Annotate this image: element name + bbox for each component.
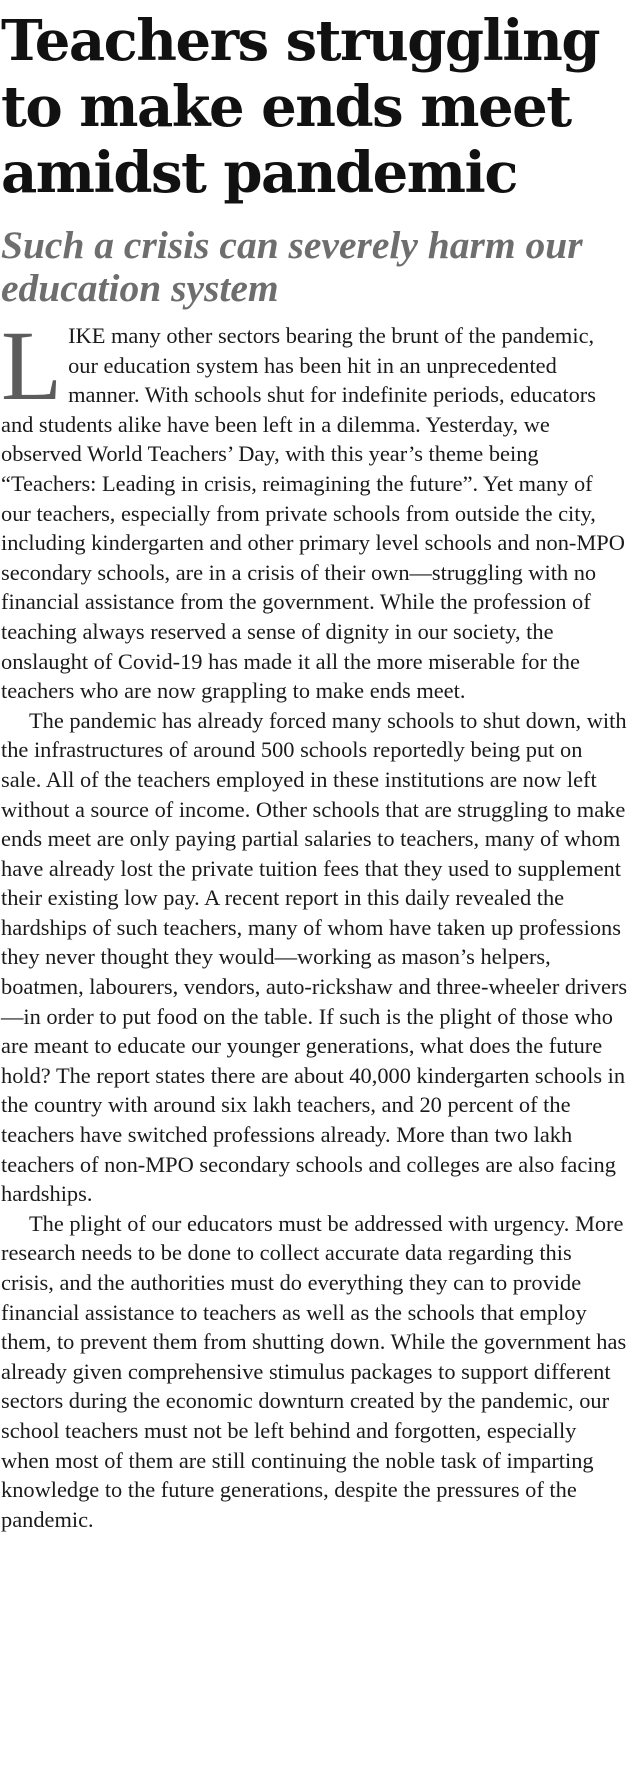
- article-paragraph-1: [1, 310, 628, 706]
- article-headline: Teachers struggling to make ends meet amidst pandemic: [1, 8, 599, 206]
- drop-cap: L: [1, 310, 63, 421]
- article-body: [1, 310, 628, 1534]
- article-paragraph-2: The pandemic has already forced many schools to shut down, with the infrastructures of around 500 schools reportedly being put on sale. All of the teachers employed in these institutions are now left without a source of income. Other schools that are struggling to make ends meet are only paying partial salaries to teachers, many of whom have already lost the private tuition fees that they used to supplement their existing low pay. A recent report in this daily revealed the hardships of such teachers, many of whom have taken up professions they never thought they would—working as mason’s helpers, boatmen, labourers, vendors, auto-rickshaw and three-wheeler drivers—in order to put food on the table. If such is the plight of those who are meant to educate our younger generations, what does the future hold? The report states there are about 40,000 kindergarten schools in the country with around six lakh teachers, and 20 percent of the teachers have switched professions already. More than two lakh teachers of non-MPO secondary schools and colleges are also facing hardships.: [1, 707, 628, 1207]
- paragraph-1-text: IKE many other sectors bearing the brunt of the pandemic, our education system has been hit in an unprecedented manner. With schools shut for indefinite periods, educators and students alike have been left in a dilemma. Yesterday, we observed World Teachers’ Day, with this year’s theme being “Teachers: Leading in crisis, reimagining the future”. Yet many of our teachers, especially from private schools from outside the city, including kindergarten and other primary level schools and non-MPO secondary schools, are in a crisis of their own—struggling with no financial assistance from the government. While the profession of teaching always reserved a sense of dignity in our society, the onslaught of Covid-19 has made it all the more miserable for the teachers who are now grappling to make ends meet.: [1, 323, 625, 704]
- article-paragraph-3: The plight of our educators must be addressed with urgency. More research needs to be done to collect accurate data regarding this crisis, and the authorities must do everything they can to provide financial assistance to teachers as well as the schools that employ them, to prevent them from shutting down. While the government has already given comprehensive stimulus packages to support different sectors during the economic downturn created by the pandemic, our school teachers must not be left behind and forgotten, especially when most of them are still continuing the noble task of imparting knowledge to the future generations, despite the pressures of the pandemic.: [1, 1210, 627, 1532]
- article-subheadline: Such a crisis can severely harm our education system: [1, 223, 583, 310]
